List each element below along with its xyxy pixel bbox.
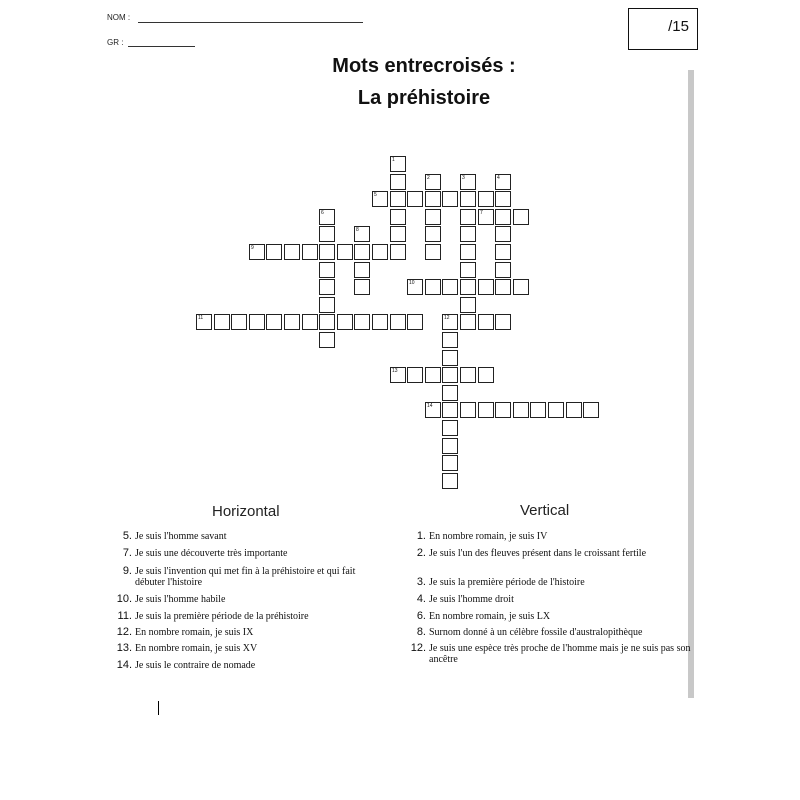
crossword-cell[interactable] [478,279,494,295]
crossword-cell[interactable] [319,262,335,278]
clue-text: En nombre romain, je suis LX [429,611,551,622]
clue-text: Surnom donné à un célèbre fossile d'australopithèque [429,627,643,638]
cell-number: 4 [497,175,500,181]
crossword-cell[interactable] [495,191,511,207]
crossword-cell[interactable] [425,226,441,242]
crossword-cell[interactable] [442,385,458,401]
crossword-cell[interactable] [319,209,335,225]
crossword-cell[interactable] [478,191,494,207]
vertical-clue [406,627,693,638]
crossword-cell[interactable] [354,226,370,242]
cell-number: 6 [321,210,324,216]
crossword-cell[interactable] [478,209,494,225]
horizontal-clue [112,611,382,622]
clue-text: Je suis la première période de l'histoire [429,577,585,588]
vertical-clue [406,643,693,665]
clue-number: 2. [416,547,426,559]
crossword-cell[interactable] [442,350,458,366]
crossword-cell[interactable] [460,226,476,242]
crossword-cell[interactable] [495,226,511,242]
crossword-cell[interactable] [425,191,441,207]
crossword-cell[interactable] [495,174,511,190]
crossword-cell[interactable] [319,332,335,348]
clue-text: Je suis l'homme habile [135,594,226,605]
horizontal-clue [112,643,382,654]
vertical-clue [406,531,693,542]
crossword-cell[interactable] [354,279,370,295]
nom-field[interactable] [138,22,363,23]
clue-number: 11. [117,610,132,622]
clue-text: Je suis une découverte très importante [135,548,288,559]
crossword-cell[interactable] [442,191,458,207]
crossword-cell[interactable] [495,209,511,225]
horizontal-clue [112,627,382,638]
crossword-cell[interactable] [266,244,282,260]
horizontal-clue [112,594,382,605]
horizontal-header: Horizontal [212,503,280,520]
crossword-cell[interactable] [495,279,511,295]
crossword-cell[interactable] [302,314,318,330]
crossword-cell[interactable] [513,209,529,225]
clue-text: Je suis l'invention qui met fin à la préhistoire et qui fait débuter l'histoire [135,566,356,588]
crossword-cell[interactable] [513,279,529,295]
crossword-cell[interactable] [390,367,406,383]
crossword-cell[interactable] [407,367,423,383]
clue-number: 7. [122,547,132,559]
crossword-cell[interactable] [513,402,529,418]
page-title: Mots entrecroisés : [332,55,516,77]
crossword-cell[interactable] [319,297,335,313]
clue-number: 8. [416,626,426,638]
crossword-cell[interactable] [372,244,388,260]
crossword-cell[interactable] [460,174,476,190]
crossword-cell[interactable] [337,314,353,330]
cell-number: 10 [409,280,415,286]
cell-number: 1 [392,157,395,163]
crossword-cell[interactable] [407,279,423,295]
crossword-cell[interactable] [319,244,335,260]
crossword-cell[interactable] [548,402,564,418]
clue-text: Je suis l'homme droit [429,594,514,605]
clue-number: 10. [116,593,132,605]
crossword-cell[interactable] [407,191,423,207]
crossword-cell[interactable] [460,191,476,207]
crossword-cell[interactable] [460,244,476,260]
crossword-cell[interactable] [495,314,511,330]
clue-number: 9. [122,565,132,577]
cell-number: 9 [251,245,254,251]
crossword-cell[interactable] [249,314,265,330]
crossword-cell[interactable] [372,314,388,330]
vertical-clue [406,548,693,559]
horizontal-clue [112,531,382,542]
crossword-cell[interactable] [442,332,458,348]
crossword-cell[interactable] [478,314,494,330]
crossword-cell[interactable] [566,402,582,418]
crossword-cell[interactable] [284,244,300,260]
score-box [628,8,698,50]
clue-number: 5. [122,530,132,542]
cell-number: 2 [427,175,430,181]
crossword-cell[interactable] [442,455,458,471]
cell-number: 7 [480,210,483,216]
score-total: /15 [668,18,689,35]
crossword-cell[interactable] [442,279,458,295]
clue-number: 6. [416,610,426,622]
crossword-cell[interactable] [196,314,212,330]
cell-number: 5 [374,192,377,198]
crossword-cell[interactable] [354,314,370,330]
crossword-cell[interactable] [478,367,494,383]
horizontal-clue [112,660,382,671]
crossword-cell[interactable] [460,402,476,418]
crossword-cell[interactable] [460,297,476,313]
vertical-clue [406,611,693,622]
crossword-cell[interactable] [249,244,265,260]
clue-number: 14. [116,659,132,671]
crossword-cell[interactable] [460,262,476,278]
page-subtitle: La préhistoire [357,87,491,109]
crossword-cell[interactable] [425,209,441,225]
crossword-cell[interactable] [390,226,406,242]
crossword-cell[interactable] [231,314,247,330]
cell-number: 14 [427,403,433,409]
crossword-cell[interactable] [460,209,476,225]
crossword-cell[interactable] [319,314,335,330]
crossword-cell[interactable] [495,262,511,278]
crossword-cell[interactable] [442,473,458,489]
cell-number: 12 [444,315,450,321]
crossword-cell[interactable] [442,314,458,330]
clue-text: Je suis l'un des fleuves présent dans le croissant fertile [429,548,647,559]
clue-text: En nombre romain, je suis IX [135,627,254,638]
vertical-clue [406,594,693,605]
crossword-cell[interactable] [425,174,441,190]
crossword-cell[interactable] [425,402,441,418]
gr-label: GR : [107,38,124,47]
crossword-cell[interactable] [390,156,406,172]
crossword-cell[interactable] [425,244,441,260]
crossword-cell[interactable] [390,191,406,207]
crossword-cell[interactable] [583,402,599,418]
clue-text: En nombre romain, je suis XV [135,643,258,654]
crossword-cell[interactable] [478,402,494,418]
crossword-cell[interactable] [337,244,353,260]
crossword-cell[interactable] [354,244,370,260]
crossword-cell[interactable] [214,314,230,330]
crossword-cell[interactable] [302,244,318,260]
crossword-cell[interactable] [407,314,423,330]
clue-number: 13. [116,642,132,654]
horizontal-clue [112,548,382,559]
clue-number: 12. [410,642,426,654]
crossword-cell[interactable] [442,402,458,418]
clue-text: Je suis le contraire de nomade [135,660,256,671]
crossword-cell[interactable] [495,402,511,418]
clue-text: Je suis l'homme savant [135,531,227,542]
vertical-clue [406,577,693,588]
cell-number: 13 [392,368,398,374]
horizontal-clue [112,566,384,588]
gr-field[interactable] [128,46,195,47]
crossword-cell[interactable] [442,420,458,436]
crossword-cell[interactable] [425,279,441,295]
clue-text: En nombre romain, je suis IV [429,531,548,542]
clue-text: Je suis la première période de la préhistoire [135,611,309,622]
cell-number: 3 [462,175,465,181]
crossword-cell[interactable] [390,209,406,225]
crossword-cell[interactable] [390,174,406,190]
crossword-cell[interactable] [354,262,370,278]
crossword-cell[interactable] [530,402,546,418]
crossword-cell[interactable] [390,314,406,330]
crossword-cell[interactable] [460,314,476,330]
clue-number: 4. [416,593,426,605]
clue-number: 1. [416,530,426,542]
crossword-cell[interactable] [425,367,441,383]
crossword-cell[interactable] [284,314,300,330]
crossword-cell[interactable] [372,191,388,207]
crossword-cell[interactable] [266,314,282,330]
crossword-cell[interactable] [319,279,335,295]
crossword-cell[interactable] [442,367,458,383]
nom-label: NOM : [107,13,131,22]
crossword-cell[interactable] [460,279,476,295]
clue-number: 3. [416,576,426,588]
text-cursor [158,701,159,715]
crossword-cell[interactable] [319,226,335,242]
crossword-cell[interactable] [390,244,406,260]
vertical-header: Vertical [520,502,570,519]
clue-number: 12. [116,626,132,638]
crossword-cell[interactable] [495,244,511,260]
cell-number: 8 [356,227,359,233]
crossword-cell[interactable] [460,367,476,383]
clue-text: Je suis une espèce très proche de l'homme mais je ne suis pas son ancêtre [429,643,691,665]
cell-number: 11 [198,315,204,321]
crossword-cell[interactable] [442,438,458,454]
